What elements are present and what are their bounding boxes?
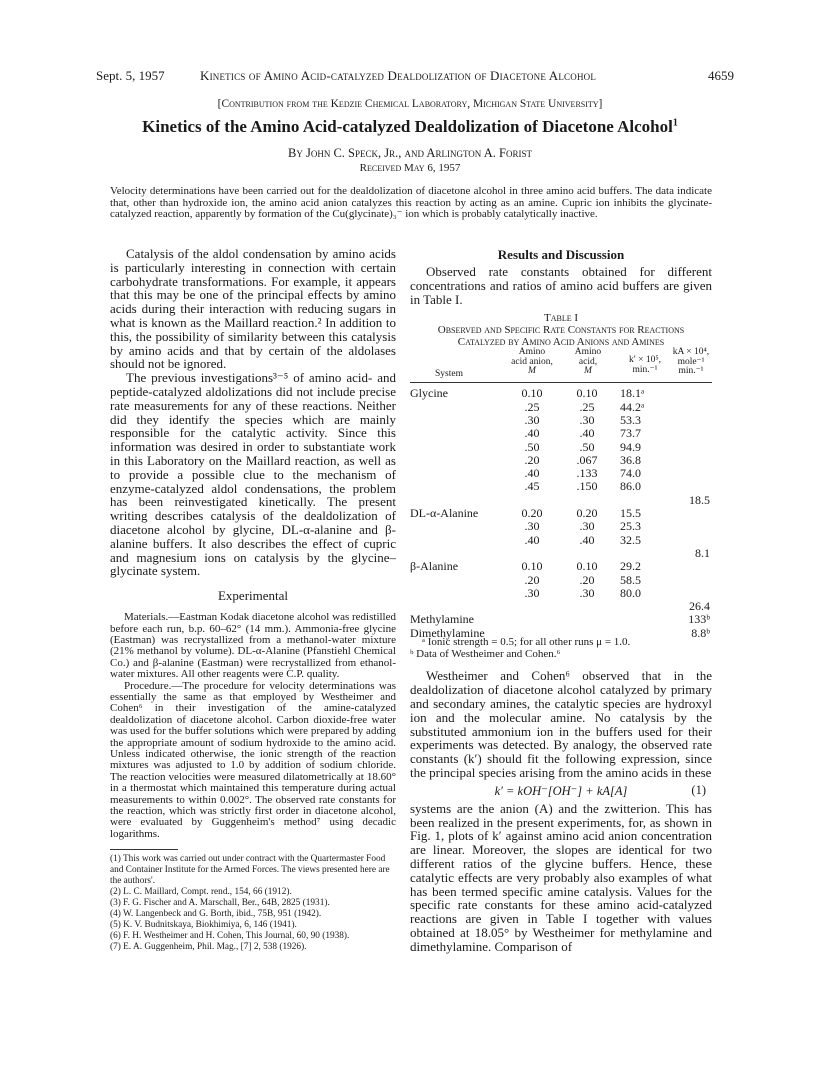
materials-paragraph: Materials.—Eastman Kodak diacetone alcohol was redistilled before each run, b.p. 60–62° (14 mm.). Ammonia-free glycine (Eastman) was recrystallized from a methanol-water mixture (21% methanol by volume). DL-α-Alanine (Pfanstiehl Chemical Co.) and β-alanine (Eastman) were recrystallized from ethanol-water mixtures. All other reagents were C.P. quality. (110, 611, 396, 681)
table-cell-system: β-Alanine (410, 559, 459, 574)
col-header-ka-line-2: mole⁻¹ (677, 356, 705, 367)
intro-paragraph-2: The previous investigations³⁻⁵ of amino acid- and peptide-catalyzed aldolizations did not include precise rate measurements for any of these reactions. Neither did they identify the species which are mainly responsible for the catalytic activity. Since this information was desired in order to substantiate work in this Laboratory on the Maillard reaction, as well as to provide a possible clue to the mechanism of enzyme-catalyzed aldol condensations, the problem has been reinvestigated kinetically. The present writing describes catalysis of the dealdolization of diacetone alcohol by glycine, DL-α-alanine and β-alanine buffers. It also describes the effect of cupric and magnesium ions on catalysis by the glycine–glycinate system. (110, 370, 396, 579)
table-cell-kprime: 36.8 (620, 452, 641, 467)
table-cell-ka: 26.4 (689, 599, 710, 614)
table-cell-kprime: 53.3 (620, 412, 641, 427)
table-cell-kprime: 44.2ᵃ (620, 399, 645, 414)
running-head (96, 68, 734, 86)
footnote-3: (3) F. G. Fischer and A. Marschall, Ber., 64B, 2825 (1931). (110, 898, 330, 909)
table-cell-acid: .30 (579, 585, 595, 600)
intro-paragraph-1: Catalysis of the aldol condensation by amino acids is particularly interesting in connection with certain carbohydrate transformations. For example, it appears that this may be one of the principal effects by amino acids during their interaction with reducing sugars in what is known as the Maillard reaction.² In addition to this, the possibility of similarity between this catalysis by amino acids and that by certain of the aldolases should not be ignored. (110, 246, 396, 372)
table-cell-system: Dimethylamine (410, 625, 485, 640)
table-cell-anion: .40 (524, 426, 540, 441)
article-title-text: Kinetics of the Amino Acid-catalyzed Dealdolization of Diacetone Alcohol (142, 117, 673, 136)
table-cell-anion: 0.10 (521, 559, 543, 574)
table-body (410, 383, 712, 640)
table-cell-acid: .30 (579, 519, 595, 534)
title-footnote-mark: 1 (672, 117, 678, 129)
page-number: 4659 (708, 68, 734, 83)
table-cell-acid: .30 (579, 412, 595, 427)
authors-line: By John C. Speck, Jr., and Arlington A. Forist (288, 146, 532, 160)
footnote-1: (1) This work was carried out under contract with the Quartermaster Food and Container Institute for the Armed Forces. The views presented here are the authors'. (110, 854, 390, 887)
table-cell-acid: .25 (579, 399, 595, 414)
col-header-kprime-line-2: min.⁻¹ (632, 364, 658, 375)
table-cell-acid: .50 (579, 439, 595, 454)
table-cell-kprime: 15.5 (620, 506, 641, 521)
table-cell-acid: .20 (579, 572, 595, 587)
table-cell-kprime: 86.0 (620, 479, 641, 494)
col-header-anion-line-2: acid anion, (511, 356, 553, 367)
table-note-b: ᵇ Data of Westheimer and Cohen.⁶ (410, 648, 561, 661)
issue-date: Sept. 5, 1957 (96, 68, 165, 83)
table-cell-acid: .40 (579, 426, 595, 441)
table-cell-anion: 0.10 (521, 386, 543, 401)
table-cell-system: Methylamine (410, 612, 474, 627)
table-cell-acid: .067 (576, 452, 598, 467)
received-date: Received May 6, 1957 (359, 162, 461, 174)
table-cell-kprime: 73.7 (620, 426, 641, 441)
table-cell-kprime: 29.2 (620, 559, 641, 574)
table-cell-acid: 0.10 (576, 559, 598, 574)
col-header-anion-line-3: M (528, 366, 536, 377)
col-header-kprime-line-1: k′ × 10⁵, (628, 355, 662, 366)
table-cell-kprime: 58.5 (620, 572, 641, 587)
table-cell-ka: 8.1 (695, 545, 710, 560)
footnote-2: (2) L. C. Maillard, Compt. rend., 154, 66 (1912). (110, 887, 292, 898)
footnote-4: (4) W. Langenbeck and G. Borth, ibid., 75B, 951 (1942). (110, 909, 322, 920)
table-cell-anion: .45 (524, 479, 540, 494)
footnote-7: (7) E. A. Guggenheim, Phil. Mag., [7] 2, 538 (1926). (110, 942, 307, 953)
table-cell-system: Glycine (410, 386, 448, 401)
col-header-anion-line-1: Amino (518, 347, 546, 358)
table-cell-anion: .50 (524, 439, 540, 454)
table-label: Table I (543, 312, 579, 325)
equation-text: k′ = kOH⁻[OH⁻] + kA[A] (494, 783, 628, 798)
col-header-kprime (618, 356, 672, 375)
results-intro: Observed rate constants obtained for different concentrations and ratios of amino acid buffers are given in Table I. (410, 264, 712, 307)
table-cell-kprime: 18.1ᵃ (620, 386, 645, 401)
col-header-ka-line-3: min.⁻¹ (678, 366, 704, 377)
procedure-paragraph: Procedure.—The procedure for velocity determinations was essentially the same as that employed by Westheimer and Cohen⁶ in their investigation of the amine-catalyzed dealdolization of diacetone alcohol. Carbon dioxide-free water was used for the buffer solutions which were prepared by adding the appropriate amount of sodium hydroxide to the amino acid. Unless indicated otherwise, the ionic strength of the reaction mixtures was adjusted to 1.0 by addition of sodium chloride. The reaction velocities were measured dilatometrically at 18.60° in a thermostat which maintained this temperature during actual measurements to within 0.002°. The observed rate constants for the reaction, which was strictly first order in diacetone alcohol, were evaluated by Guggenheim's method⁷ using decadic logarithms. (110, 679, 396, 840)
col-header-acid-line-1: Amino (574, 347, 602, 358)
table-cell-anion: .20 (524, 452, 540, 467)
table-cell-kprime: 74.0 (620, 466, 641, 481)
footnote-rule (110, 849, 178, 850)
footnote-6: (6) F. H. Westheimer and H. Cohen, This Journal, 60, 90 (1938). (110, 931, 350, 942)
col-header-acid-line-3: M (584, 366, 592, 377)
table-cell-ka: 133ᵇ (688, 612, 710, 627)
table-note-a: ᵃ Ionic strength = 0.5; for all other runs μ = 1.0. (422, 636, 631, 649)
col-header-acid-line-2: acid, (578, 356, 598, 367)
table-cell-anion: .40 (524, 466, 540, 481)
col-header-ka-line-1: kA × 10⁴, (672, 347, 710, 358)
table-cell-anion: .40 (524, 532, 540, 547)
running-title: Kinetics of Amino Acid-catalyzed Dealdolization of Diacetone Alcohol (200, 68, 597, 83)
table-cell-kprime: 32.5 (620, 532, 641, 547)
table-cell-anion: .20 (524, 572, 540, 587)
col-header-acid (562, 348, 614, 377)
results-heading: Results and Discussion (497, 247, 625, 262)
table-cell-kprime: 25.3 (620, 519, 641, 534)
table-cell-ka: 18.5 (689, 492, 710, 507)
table-cell-acid: .150 (576, 479, 598, 494)
left-column (110, 247, 396, 953)
table-cell-acid: .40 (579, 532, 595, 547)
table-caption-line-2: Catalyzed by Amino Acid Anions and Amines (457, 336, 665, 349)
equation-1 (410, 783, 712, 799)
discussion-paragraph-2: systems are the anion (A) and the zwitterion. This has been realized in the present experiments, for, as shown in Fig. 1, plots of k′ against amino acid anion concentration are linear. Moreover, the slopes are identical for two different ratios of the glycine buffers. Hence, these catalytic effects are very probably also examples of what has been termed specific amine catalysis. Values for the specific rate constants for these amino acid-catalyzed reactions are given in Table I together with values obtained at 18.05° by Westheimer for methylamine and dimethylamine. Comparison of (410, 800, 712, 954)
table-cell-system: DL-α-Alanine (410, 506, 479, 521)
col-header-system: System (435, 369, 463, 380)
table-cell-acid: .133 (576, 466, 598, 481)
col-header-anion (504, 348, 560, 377)
table-cell-acid: 0.20 (576, 506, 598, 521)
table-cell-ka: 8.8ᵇ (691, 625, 710, 640)
contribution-line: [Contribution from the Kedzie Chemical Laboratory, Michigan State University] (217, 98, 603, 110)
table-cell-kprime: 80.0 (620, 585, 641, 600)
table-header (410, 348, 712, 383)
table-cell-acid: 0.10 (576, 386, 598, 401)
table-caption-line-1: Observed and Specific Rate Constants for Reactions (437, 324, 685, 337)
table-cell-anion: .25 (524, 399, 540, 414)
right-column (410, 247, 712, 954)
table-cell-kprime: 94.9 (620, 439, 641, 454)
article-title (0, 117, 820, 137)
table-cell-anion: .30 (524, 412, 540, 427)
table-cell-anion: .30 (524, 585, 540, 600)
experimental-heading: Experimental (217, 588, 289, 604)
table-cell-anion: 0.20 (521, 506, 543, 521)
col-header-ka (666, 348, 716, 377)
footnote-5: (5) K. V. Budnitskaya, Biokhimiya, 6, 146 (1941). (110, 920, 297, 931)
table-cell-anion: .30 (524, 519, 540, 534)
abstract: Velocity determinations have been carried out for the dealdolization of diacetone alcohol in three amino acid buffers. The data indicate that, other than hydroxide ion, the amino acid anion catalyzes this reaction by acting as an amine. Cupric ion inhibits the glycinate-catalyzed reaction, apparently by formation of the Cu(glycinate)₃⁻ ion which is probably catalytically inactive. (110, 185, 712, 221)
equation-number: (1) (691, 782, 706, 797)
discussion-paragraph-1: Westheimer and Cohen⁶ observed that in the dealdolization of diacetone alcohol catalyzed by primary and secondary amines, the catalytic species are hydroxyl ion and the molecular amine. No catalysis by the substituted ammonium ion in the buffers used for their experiments was detected. By analogy, the observed rate constants (k′) should fit the following expression, since the principal species arising from the amino acids in these (410, 668, 712, 780)
